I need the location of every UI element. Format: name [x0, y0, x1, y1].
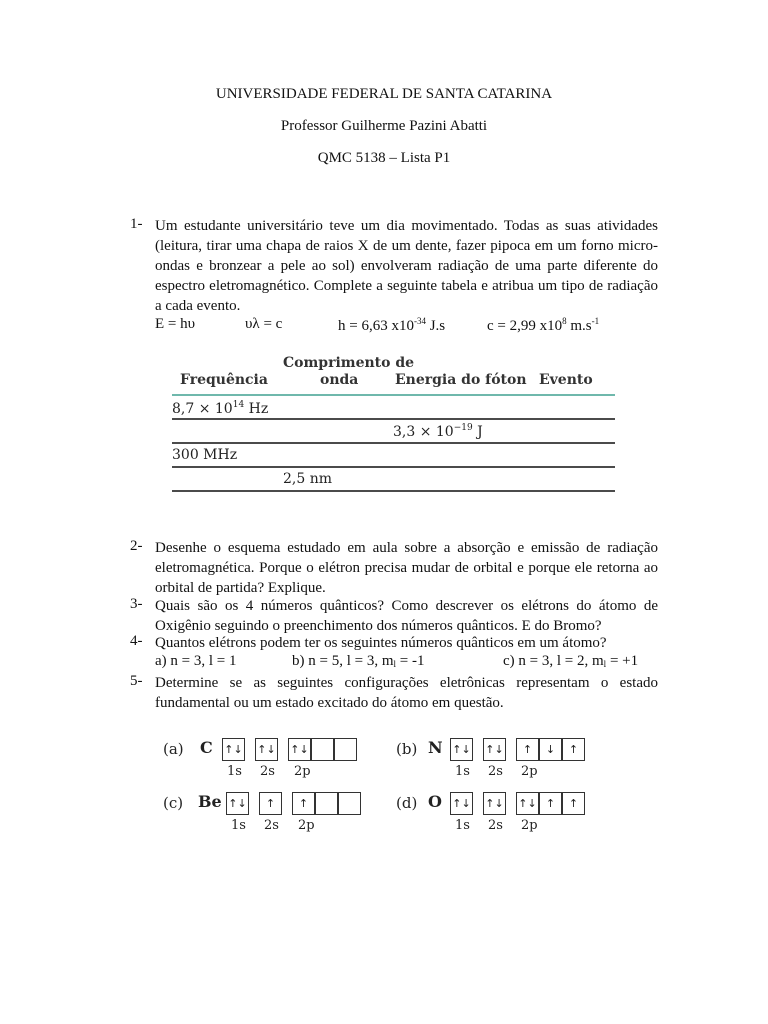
- question-2-text: Desenhe o esquema estudado em aula sobre a absorção e emissão de radiação eletromagnética. Porque o elétron precisa mudar de orbital e porque ele retorna ao orbital de partida? Explique.: [155, 540, 658, 596]
- config-c-symbol: Be: [198, 792, 222, 811]
- orbital-box: ↑↓: [483, 738, 506, 761]
- subshell-1s-label: 1s: [227, 764, 242, 779]
- subshell-1s-label: 1s: [455, 764, 470, 779]
- config-b-symbol: N: [428, 738, 443, 757]
- orbital-box: ↑↓: [516, 792, 539, 815]
- question-1-text: Um estudante universitário teve um dia movimentado. Todas as suas atividades (leitura, tirar uma chapa de raios X de um dente, fazer pipoca em um forno micro-ondas e bronzear a pele ao sol) envolveram radiação de uma parte diferente do espectro eletromagnético. Complete a seguinte tabela e atribua um tipo de radiação a cada evento.: [155, 218, 658, 314]
- subshell-1s-label: 1s: [231, 818, 246, 833]
- orbital-box: [334, 738, 357, 761]
- question-4-option-c: c) n = 3, l = 2, $m_l = +1$: [503, 653, 639, 669]
- config-a-label: (a): [163, 740, 184, 758]
- config-a-symbol: C: [200, 738, 213, 757]
- subshell-2p-label: 2p: [294, 764, 311, 779]
- subshell-2s-label: 2s: [264, 818, 279, 833]
- orbital-box: ↑↓: [226, 792, 249, 815]
- table-cell-energy-2: $3,3 \times 10^{-19}$ J: [393, 423, 483, 440]
- question-4-number: 4-: [130, 633, 143, 649]
- subshell-2p-label: 2p: [521, 764, 538, 779]
- formula-energy: E = hυ: [155, 316, 196, 332]
- table-cell-frequency-1: $8,7 \times 10^{14}$ Hz: [172, 400, 269, 417]
- orbital-box: ↑: [562, 738, 585, 761]
- table-cell-frequency-3: 300 MHz: [172, 447, 238, 463]
- question-4-option-b: b) n = 5, l = 3, $m_l = -1$: [292, 653, 425, 669]
- table-header-frequency: Frequência: [180, 372, 268, 388]
- question-5-number: 5-: [130, 673, 143, 689]
- formula-planck: h = 6,63 $x10^{-34}$ J.s: [338, 316, 446, 334]
- config-d-label: (d): [396, 794, 418, 812]
- orbital-box: ↑: [259, 792, 282, 815]
- professor-name: Professor Guilherme Pazini Abatti: [280, 118, 488, 134]
- table-row-rule: [172, 442, 615, 444]
- question-4-option-a: a) n = 3, l = 1: [155, 653, 237, 669]
- orbital-box: [338, 792, 361, 815]
- course-list-title: QMC 5138 – Lista P1: [317, 150, 451, 166]
- table-row-rule: [172, 418, 615, 420]
- table-header-rule: [172, 394, 615, 396]
- formula-light-speed: c = 2,99 $x10^8$ $m.s^{-1}$: [487, 316, 600, 334]
- table-cell-wavelength-4: 2,5 nm: [283, 471, 333, 487]
- orbital-box: ↑: [562, 792, 585, 815]
- question-1-number: 1-: [130, 216, 143, 232]
- orbital-box: ↓: [539, 738, 562, 761]
- subshell-2s-label: 2s: [488, 818, 503, 833]
- table-header-wavelength-2: onda: [320, 372, 359, 388]
- subshell-2s-label: 2s: [488, 764, 503, 779]
- question-3-text: Quais são os 4 números quânticos? Como descrever os elétrons do átomo de Oxigênio seguindo o preenchimento dos números quânticos. E do Bromo?: [155, 598, 658, 634]
- question-2-number: 2-: [130, 538, 143, 554]
- university-title: UNIVERSIDADE FEDERAL DE SANTA CATARINA: [215, 86, 553, 102]
- orbital-box: ↑↓: [483, 792, 506, 815]
- config-d-symbol: O: [428, 792, 442, 811]
- config-b-label: (b): [396, 740, 418, 758]
- formula-wave: υλ = c: [245, 316, 283, 332]
- table-header-wavelength-1: Comprimento de: [283, 355, 415, 371]
- subshell-2p-label: 2p: [521, 818, 538, 833]
- orbital-box: ↑↓: [222, 738, 245, 761]
- question-5-text: Determine se as seguintes configurações eletrônicas representam o estado fundamental ou um estado excitado do átomo em questão.: [155, 675, 658, 711]
- table-header-event: Evento: [539, 372, 593, 388]
- question-3-number: 3-: [130, 596, 143, 612]
- subshell-2s-label: 2s: [260, 764, 275, 779]
- table-header-photon-energy: Energia do fóton: [395, 372, 527, 388]
- question-4-text: Quantos elétrons podem ter os seguintes números quânticos em um átomo?: [155, 635, 607, 651]
- orbital-box: ↑: [539, 792, 562, 815]
- orbital-box: ↑: [516, 738, 539, 761]
- orbital-box: ↑↓: [255, 738, 278, 761]
- orbital-box: [311, 738, 334, 761]
- orbital-box: ↑↓: [450, 792, 473, 815]
- orbital-box: ↑: [292, 792, 315, 815]
- orbital-box: [315, 792, 338, 815]
- config-c-label: (c): [163, 794, 184, 812]
- subshell-2p-label: 2p: [298, 818, 315, 833]
- table-row-rule: [172, 466, 615, 468]
- orbital-box: ↑↓: [450, 738, 473, 761]
- orbital-box: ↑↓: [288, 738, 311, 761]
- table-bottom-rule: [172, 490, 615, 492]
- subshell-1s-label: 1s: [455, 818, 470, 833]
